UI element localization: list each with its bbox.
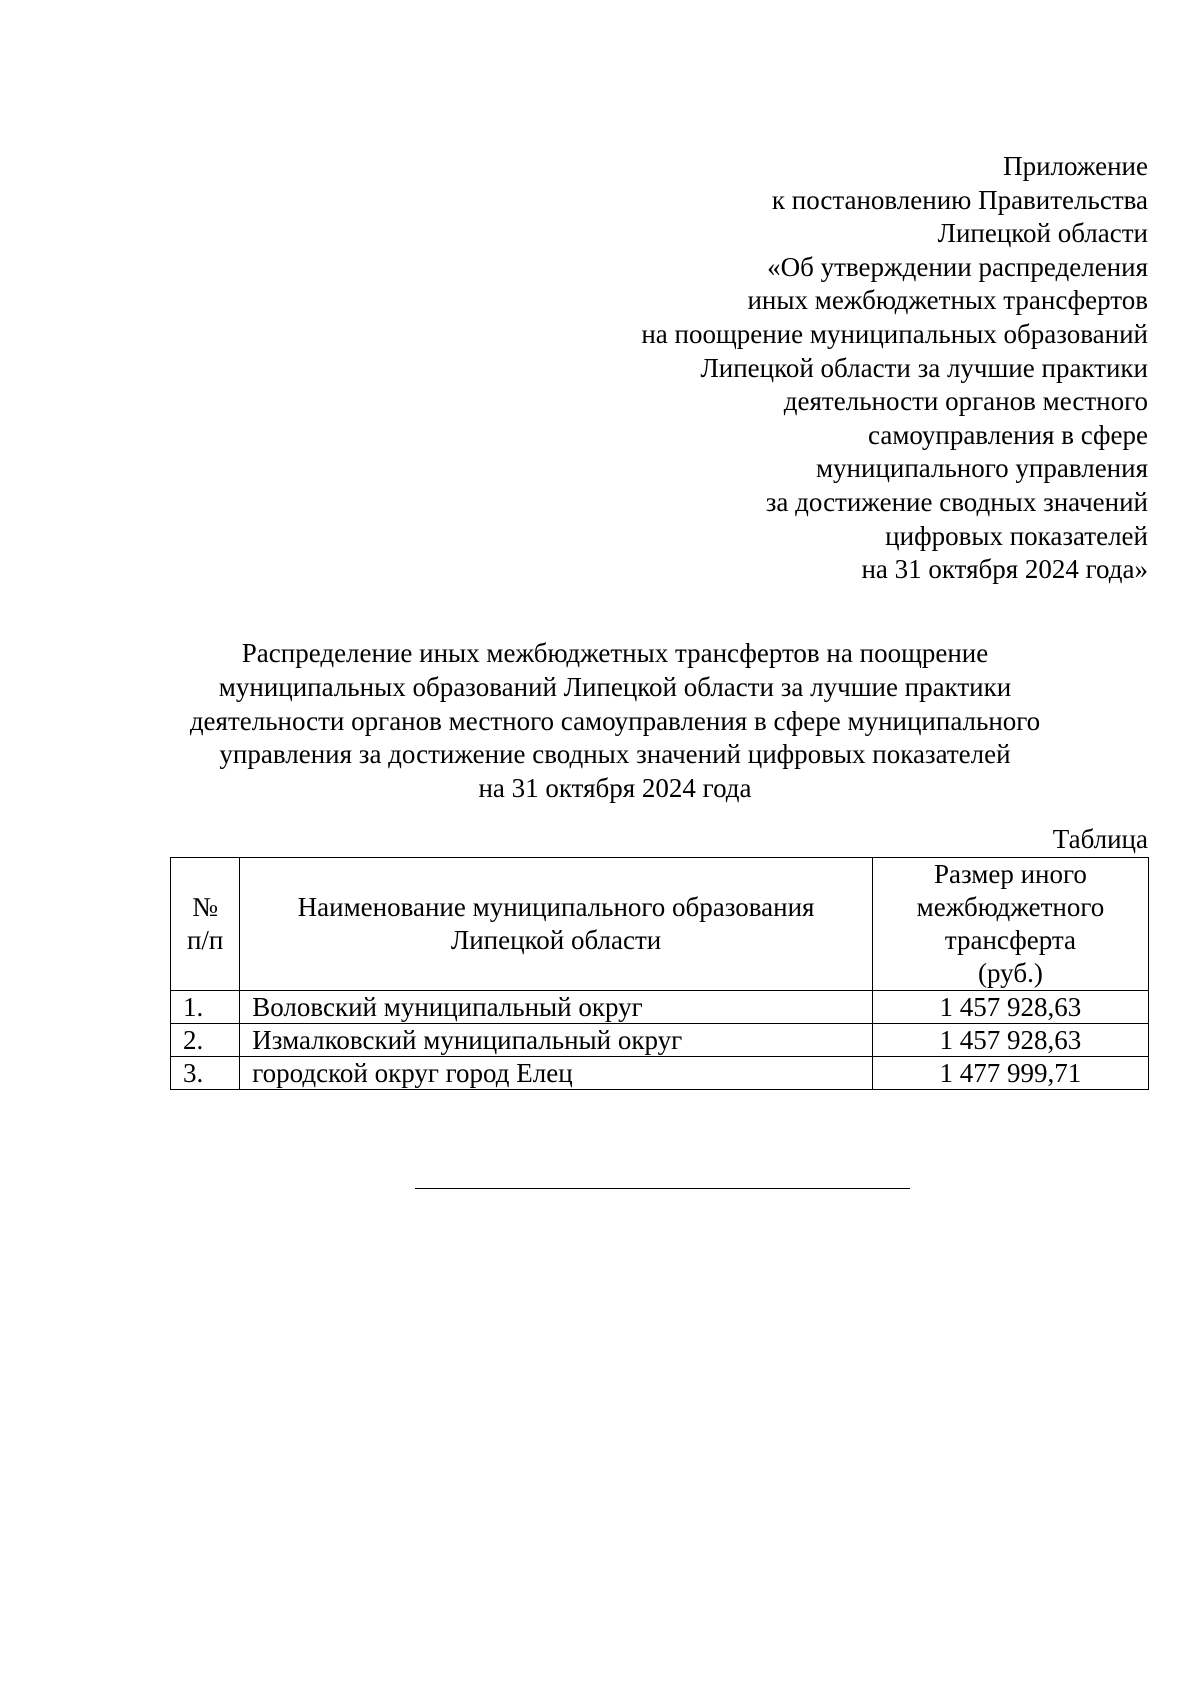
row-amount: 1 457 928,63 bbox=[872, 991, 1148, 1024]
title-line: деятельности органов местного самоуправления в сфере муниципального bbox=[189, 705, 1041, 736]
appendix-line: деятельности органов местного bbox=[783, 386, 1148, 417]
appendix-line: муниципального управления bbox=[815, 453, 1148, 484]
closing-rule-divider bbox=[415, 1188, 910, 1189]
row-municipality: Измалковский муниципальный округ bbox=[240, 1024, 873, 1057]
header-size-line: межбюджетного bbox=[916, 892, 1105, 922]
appendix-line: Липецкой области за лучшие практики bbox=[700, 352, 1148, 383]
table-caption: Таблица bbox=[1052, 824, 1148, 854]
appendix-line: цифровых показателей bbox=[885, 520, 1148, 551]
appendix-line: на 31 октября 2024 года» bbox=[861, 554, 1148, 585]
appendix-line: к постановлению Правительства bbox=[771, 184, 1148, 215]
appendix-line: Липецкой области bbox=[937, 218, 1148, 249]
header-size-line: (руб.) bbox=[978, 958, 1043, 988]
title-line: муниципальных образований Липецкой области за лучшие практики bbox=[218, 671, 1012, 702]
table-row bbox=[171, 1024, 1149, 1057]
header-number bbox=[171, 858, 240, 991]
row-number: 3. bbox=[171, 1057, 240, 1090]
row-amount: 1 477 999,71 bbox=[872, 1057, 1148, 1090]
row-municipality: городской округ город Елец bbox=[240, 1057, 873, 1090]
appendix-line: иных межбюджетных трансфертов bbox=[747, 285, 1148, 316]
row-amount: 1 457 928,63 bbox=[872, 1024, 1148, 1057]
title-line: Распределение иных межбюджетных трансфертов на поощрение bbox=[241, 638, 989, 668]
header-transfer-size bbox=[872, 858, 1148, 991]
row-number: 2. bbox=[171, 1024, 240, 1057]
header-name-line: Липецкой области bbox=[450, 925, 662, 955]
table-header-row bbox=[171, 858, 1149, 991]
header-size-line: трансферта bbox=[944, 925, 1076, 955]
appendix-line: за достижение сводных значений bbox=[765, 486, 1148, 517]
row-municipality: Воловский муниципальный округ bbox=[240, 991, 873, 1024]
appendix-line: Приложение bbox=[1003, 151, 1148, 181]
header-municipality-name bbox=[240, 858, 873, 991]
header-size-line: Размер иного bbox=[933, 859, 1087, 889]
title-line: управления за достижение сводных значений цифровых показателей bbox=[219, 739, 1011, 770]
appendix-line: самоуправления в сфере bbox=[868, 419, 1148, 450]
appendix-header bbox=[448, 150, 1148, 587]
header-number-line: п/п bbox=[186, 925, 224, 955]
row-number: 1. bbox=[171, 991, 240, 1024]
document-title bbox=[170, 637, 1060, 806]
distribution-table bbox=[170, 857, 1149, 1090]
table-row bbox=[171, 1057, 1149, 1090]
appendix-line: «Об утверждении распределения bbox=[767, 251, 1148, 282]
table-row bbox=[171, 991, 1149, 1024]
title-line: на 31 октября 2024 года bbox=[478, 773, 752, 804]
header-name-line: Наименование муниципального образования bbox=[297, 892, 815, 922]
appendix-line: на поощрение муниципальных образований bbox=[641, 318, 1148, 349]
header-number-line: № bbox=[192, 892, 219, 922]
